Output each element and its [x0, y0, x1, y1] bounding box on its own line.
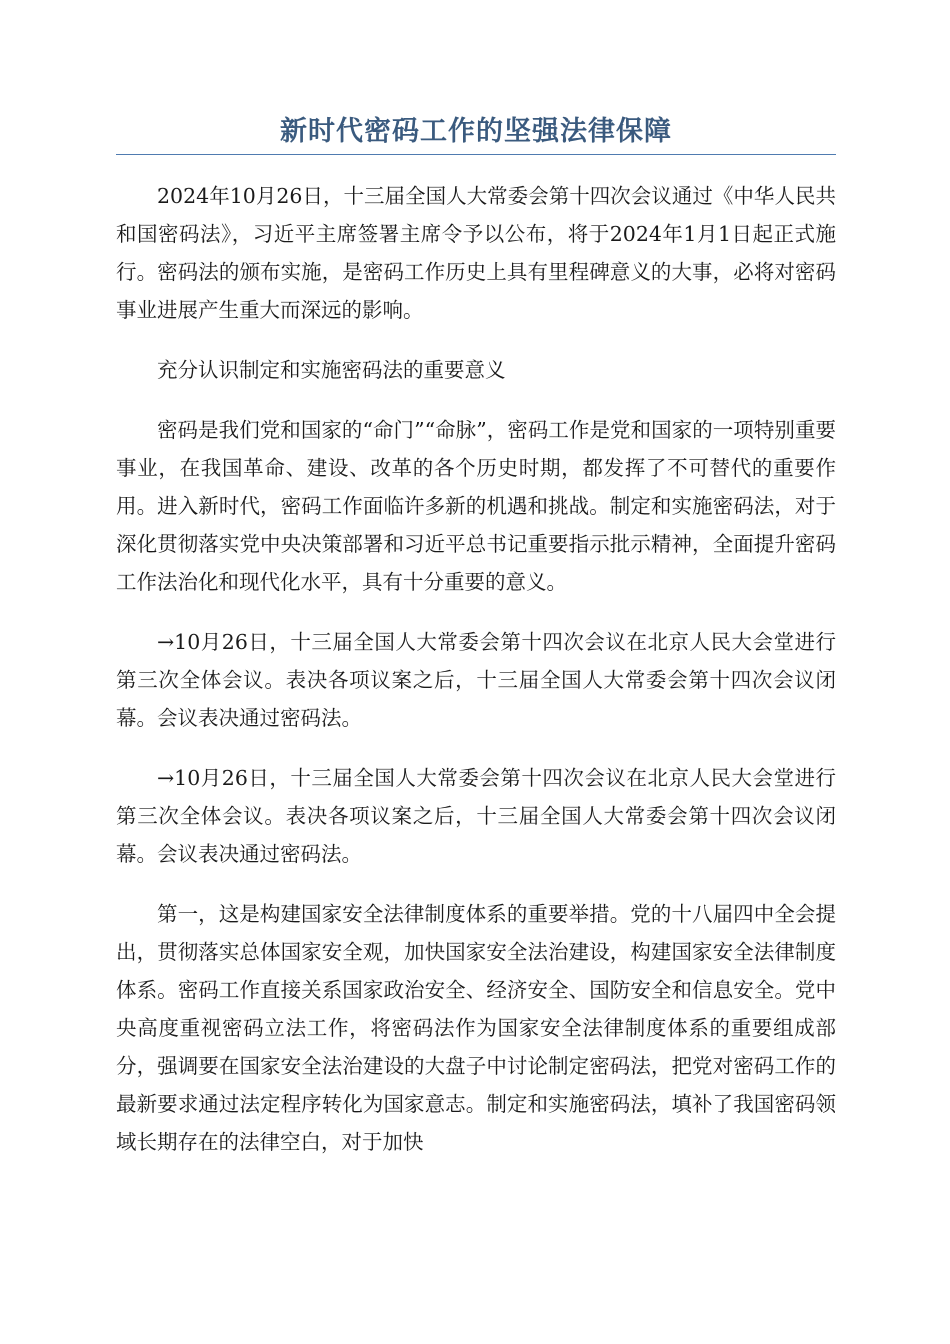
paragraph-news-2: →10月26日，十三届全国人大常委会第十四次会议在北京人民大会堂进行第三次全体会议。表决各项议案之后，十三届全国人大常委会第十四次会议闭幕。会议表决通过密码法。	[116, 766, 836, 866]
paragraph-heading: 充分认识制定和实施密码法的重要意义	[157, 358, 506, 382]
document-page	[116, 112, 836, 1161]
paragraph-significance: 密码是我们党和国家的“命门”“命脉”，密码工作是党和国家的一项特别重要事业，在我国革命、建设、改革的各个历史时期，都发挥了不可替代的重要作用。进入新时代，密码工作面临许多新的机遇和挑战。制定和实施密码法，对于深化贯彻落实党中央决策部署和习近平总书记重要指示批示精神，全面提升密码工作法治化和现代化水平，具有十分重要的意义。	[116, 418, 836, 594]
paragraph-first-point: 第一，这是构建国家安全法律制度体系的重要举措。党的十八届四中全会提出，贯彻落实总体国家安全观，加快国家安全法治建设，构建国家安全法律制度体系。密码工作直接关系国家政治安全、经济安全、国防安全和信息安全。党中央高度重视密码立法工作，将密码法作为国家安全法律制度体系的重要组成部分，强调要在国家安全法治建设的大盘子中讨论制定密码法，把党对密码工作的最新要求通过法定程序转化为国家意志。制定和实施密码法，填补了我国密码领域长期存在的法律空白，对于加快	[116, 902, 836, 1154]
paragraph-intro: 2024年10月26日，十三届全国人大常委会第十四次会议通过《中华人民共和国密码法》，习近平主席签署主席令予以公布，将于2024年1月1日起正式施行。密码法的颁布实施，是密码工作历史上具有里程碑意义的大事，必将对密码事业进展产生重大而深远的影响。	[116, 184, 836, 322]
paragraph-news-1: →10月26日，十三届全国人大常委会第十四次会议在北京人民大会堂进行第三次全体会议。表决各项议案之后，十三届全国人大常委会第十四次会议闭幕。会议表决通过密码法。	[116, 630, 836, 730]
document-title: 新时代密码工作的坚强法律保障	[116, 112, 836, 155]
